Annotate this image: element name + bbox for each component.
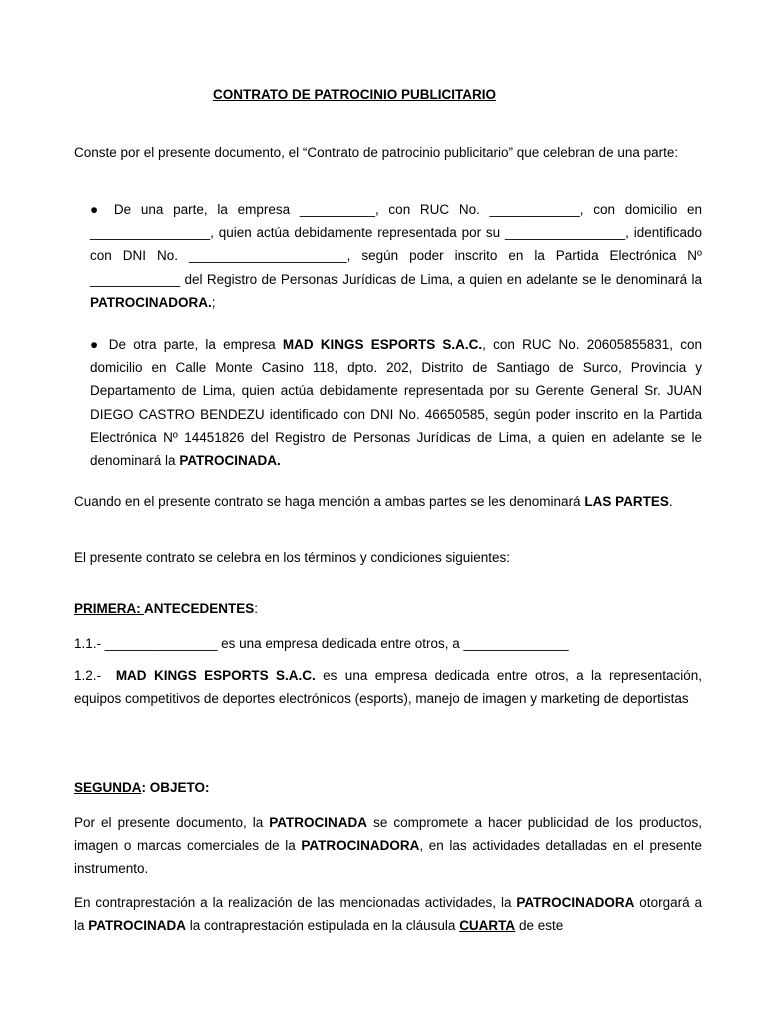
terms-intro: El presente contrato se celebra en los términos y condiciones siguientes: <box>74 550 510 565</box>
clause-1-2-text: es una empresa dedicada entre otros, a la representación, equipos competitivos de deportes electrónicos (esports), manejo de imagen y marketing de deportistas <box>74 668 703 707</box>
segunda-heading <box>74 778 210 798</box>
party-two-name: PATROCINADA. <box>179 453 281 469</box>
objeto-1-patrocinada: PATROCINADA <box>269 815 368 830</box>
clause-1-2 <box>74 664 702 710</box>
party-one-text: De una parte, la empresa __________, con RUC No. ____________, con domicilio en ________________, quien actúa debidamente representada por su ________________, identificado con DNI No. _____________________, según poder inscrito en la Partida Electrónica Nº ____________ del Registro de Personas Jurídicas de Lima, a quien en adelante se le denominará la <box>90 202 702 287</box>
las-partes-name: LAS PARTES <box>584 494 669 509</box>
intro-paragraph: Conste por el presente documento, el “Contrato de patrocinio publicitario” que celebran de una parte: <box>74 145 679 160</box>
objeto-1-text-c: , en las actividades detalladas en el presente instrumento. <box>74 838 702 877</box>
party-one-end: ; <box>211 294 216 310</box>
clause-1-2-prefix: 1.2.- <box>74 668 116 683</box>
segunda-label: SEGUNDA <box>74 780 142 795</box>
objeto-paragraph-2 <box>74 891 702 937</box>
primera-title: ANTECEDENTES <box>144 601 255 616</box>
objeto-2-patrocinada: PATROCINADA <box>88 918 187 934</box>
clause-1-2-company: MAD KINGS ESPORTS S.A.C. <box>115 668 316 683</box>
objeto-2-text-d: de este <box>515 918 564 934</box>
clause-1-1: 1.1.- _______________ es una empresa dedicada entre otros, a ______________ <box>74 636 569 651</box>
objeto-2-cuarta: CUARTA <box>459 918 516 934</box>
party-two-item <box>90 333 702 472</box>
objeto-paragraph-1 <box>74 811 702 881</box>
party-one-name: PATROCINADORA. <box>90 294 212 310</box>
primera-label: PRIMERA: <box>74 601 144 616</box>
las-partes-text: Cuando en el presente contrato se haga mención a ambas partes se les denominará <box>74 494 585 509</box>
primera-heading <box>74 599 258 619</box>
las-partes-paragraph <box>74 490 702 513</box>
objeto-2-patrocinadora: PATROCINADORA <box>516 895 635 910</box>
las-partes-end: . <box>668 494 673 509</box>
objeto-1-text-a: Por el presente documento, la <box>74 815 270 830</box>
primera-colon: : <box>254 601 259 616</box>
objeto-2-text-a: En contraprestación a la realización de las mencionadas actividades, la <box>74 895 517 910</box>
party-two-text: , con RUC No. 20605855831, con domicilio en Calle Monte Casino 118, dpto. 202, Distrito de Santiago de Surco, Provincia y Departamento de Lima, quien actúa debidamente representada por su Gerente General Sr. JUAN DIEGO CASTRO BENDEZU identificado con DNI No. 46650585, según poder inscrito en la Partida Electrónica Nº 14451826 del Registro de Personas Jurídicas de Lima, a quien en adelante se le denominará la <box>90 337 702 469</box>
objeto-1-text-b: se compromete a hacer publicidad de los productos, imagen o marcas comerciales de la <box>74 815 703 854</box>
bullet-icon: ● <box>90 337 102 352</box>
party-one-item <box>90 198 702 314</box>
party-two-text-start: De otra parte, la empresa <box>108 337 283 352</box>
bullet-icon: ● <box>90 202 105 217</box>
party-two-company: MAD KINGS ESPORTS S.A.C. <box>282 337 483 352</box>
contract-title: CONTRATO DE PATROCINIO PUBLICITARIO <box>213 87 496 102</box>
objeto-2-text-b: otorgará a la <box>74 895 703 934</box>
segunda-title: : OBJETO: <box>141 780 210 795</box>
objeto-1-patrocinadora: PATROCINADORA <box>301 838 420 854</box>
objeto-2-text-c: la contraprestación estipulada en la cláusula <box>186 918 460 934</box>
